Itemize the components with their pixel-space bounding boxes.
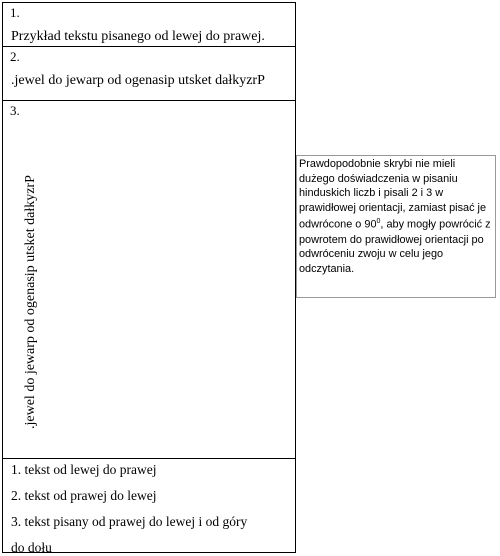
note-text-end: , aby mogły powrócić z powrotem do prawidłowej orientacji po odwróceniu zwoju w celu jego odczytania. [299, 219, 491, 275]
note-text: Prawdopodobnie skrybi nie mieli dużego doświadczenia w pisaniu hinduskich liczb i pisali 2 i 3 w prawidłowej orientacji, zamiast pisać je odwrócone o 90 [299, 158, 487, 231]
legend-item: 3. tekst pisany od prawej do lewej i od góry [11, 514, 248, 529]
row-number: 1. [10, 5, 20, 20]
row-2 [3, 47, 295, 101]
ltr-sentence: Przykład tekstu pisanego od lewej do prawej. [11, 29, 265, 44]
vertical-sentence: .jewel do jewarp od ogenasip utsket dałkyzrP [23, 175, 38, 429]
row-number: 3. [10, 103, 20, 118]
row-number: 2. [10, 49, 20, 64]
side-note [296, 155, 496, 298]
row-1 [3, 3, 295, 47]
legend-item: 1. tekst od lewej do prawej [11, 462, 157, 477]
mirrored-text: .jewel do jewarp od ogenasip utsket dałkyzrP [11, 73, 265, 88]
degree-superscript: 0 [376, 218, 381, 226]
legend-cell [3, 459, 295, 555]
row-3 [3, 101, 295, 459]
legend-item: 2. tekst od prawej do lewej [11, 488, 157, 503]
legend-item: do dołu [11, 540, 52, 555]
example-table [2, 2, 296, 553]
rtl-sentence [11, 73, 265, 89]
